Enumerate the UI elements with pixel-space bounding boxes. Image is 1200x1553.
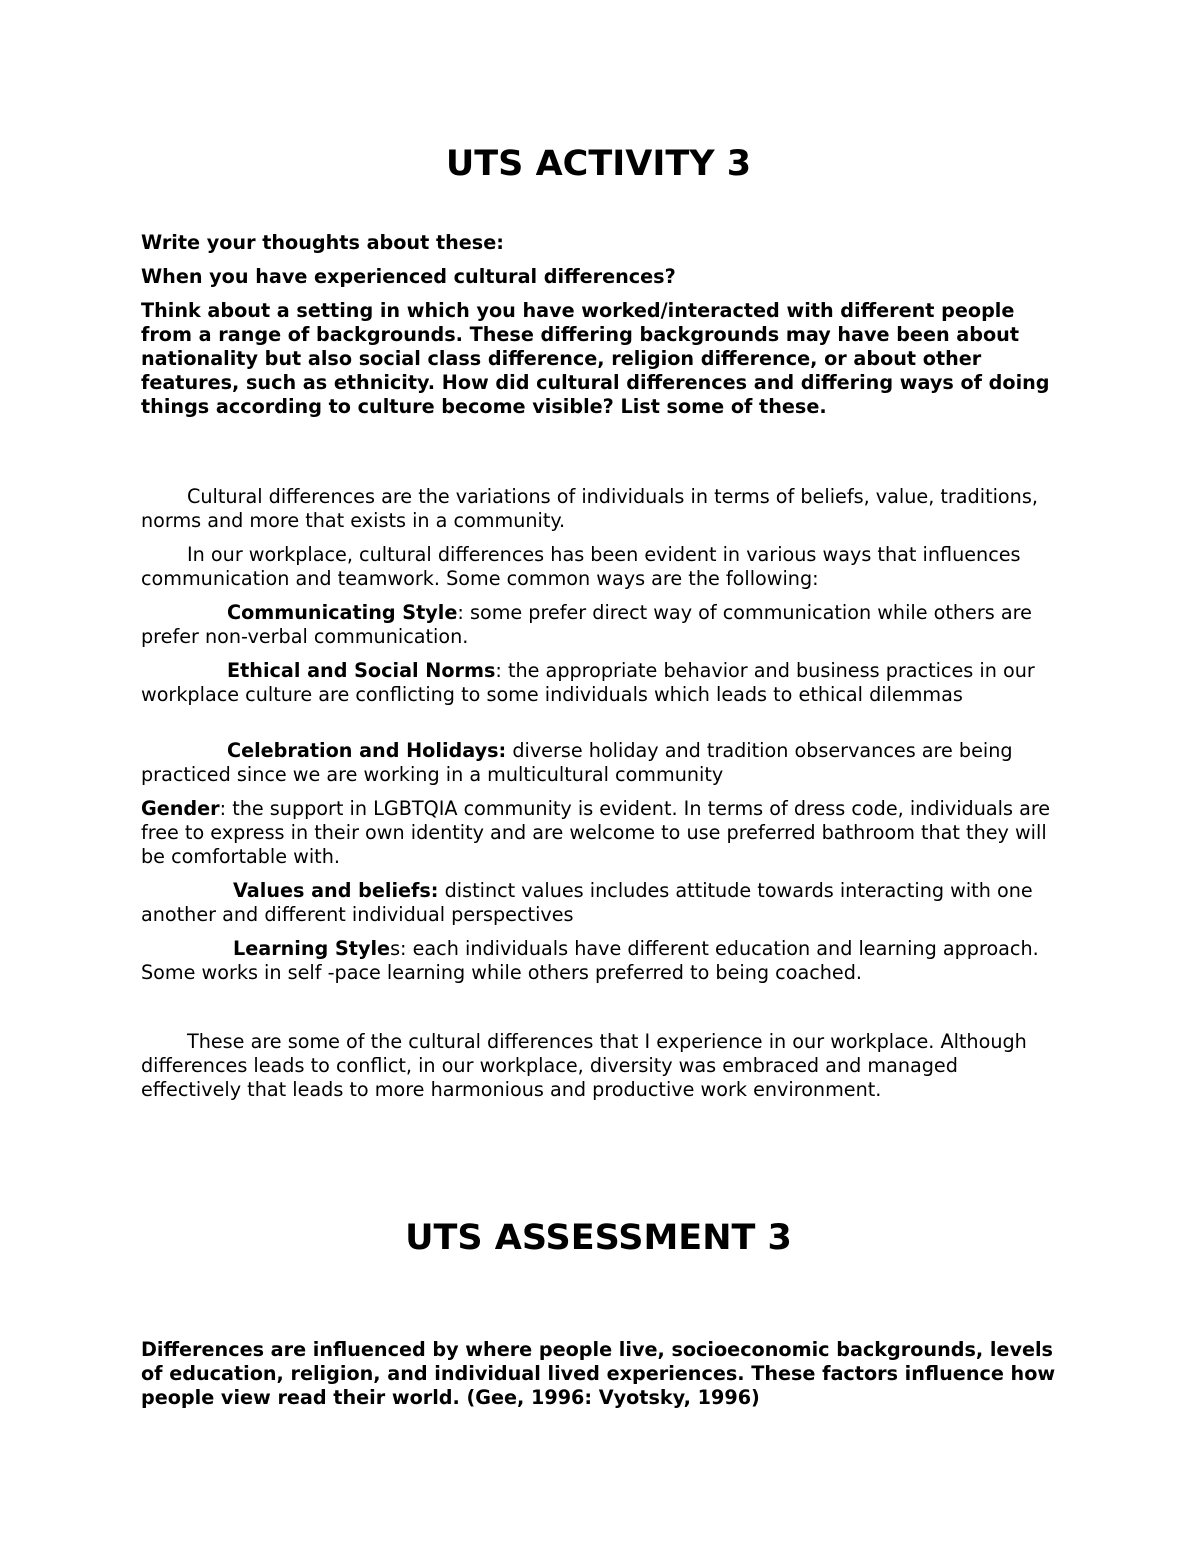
list-item-values-beliefs	[141, 879, 1056, 927]
prompt-instructions: Think about a setting in which you have worked/interacted with different people from a range of backgrounds. These differing backgrounds may have been about nationality but also social class difference, religion difference, or about other features, such as ethnicity. How did cultural differences and differing ways of doing things according to culture become visible? List some of these.	[141, 299, 1050, 418]
list-item-gender	[141, 797, 1056, 869]
activity-title: UTS ACTIVITY 3	[445, 144, 752, 184]
list-item-term: Ethical and Social Norms	[227, 659, 496, 682]
list-item-communicating-style	[141, 601, 1056, 649]
list-item-term: Values and beliefs:	[233, 879, 439, 902]
list-item-term: Gender	[141, 797, 220, 820]
list-item-text: : the appropriate behavior and business practices in our workplace culture are conflicting to some individuals which leads to ethical dilemmas	[141, 659, 1035, 706]
list-item-celebration-holidays	[141, 739, 1056, 787]
prompt-question: When you have experienced cultural differences?	[141, 265, 676, 288]
conclusion-paragraph: These are some of the cultural differences that I experience in our workplace. Although differences leads to conflict, in our workplace, diversity was embraced and managed effectively that leads to more harmonious and productive work environment.	[141, 1030, 1027, 1101]
list-item-text: diverse holiday and tradition observances are being practiced since we are working in a multicultural community	[141, 739, 1013, 786]
list-item-text: : the support in LGBTQIA community is evident. In terms of dress code, individuals are free to express in their own identity and are welcome to use preferred bathroom that they will be comfortable with.	[141, 797, 1051, 868]
intro-paragraph: Cultural differences are the variations of individuals in terms of beliefs, value, traditions, norms and more that exists in a community.	[141, 485, 1038, 532]
list-item-text: s: each individuals have different education and learning approach. Some works in self -pace learning while others preferred to being coached.	[141, 937, 1039, 984]
list-item-ethical-social-norms	[141, 659, 1056, 707]
list-item-learning-style	[141, 937, 1056, 985]
list-item-term: Learning Style	[233, 937, 391, 960]
list-item-term: Communicating Style	[227, 601, 458, 624]
list-item-term: Celebration and Holidays:	[227, 739, 507, 762]
assessment-paragraph: Differences are influenced by where people live, socioeconomic backgrounds, levels of education, religion, and individual lived experiences. These factors influence how people view read their world. (Gee, 1996: Vyotsky, 1996)	[141, 1338, 1056, 1409]
assessment-title: UTS ASSESSMENT 3	[405, 1218, 792, 1258]
list-item-text: : some prefer direct way of communication while others are prefer non-verbal communication.	[141, 601, 1032, 648]
prompt-write-thoughts: Write your thoughts about these:	[141, 231, 504, 254]
list-item-text: distinct values includes attitude towards interacting with one another and different individual perspectives	[141, 879, 1033, 926]
workplace-paragraph: In our workplace, cultural differences has been evident in various ways that influences communication and teamwork. Some common ways are the following:	[141, 543, 1021, 590]
